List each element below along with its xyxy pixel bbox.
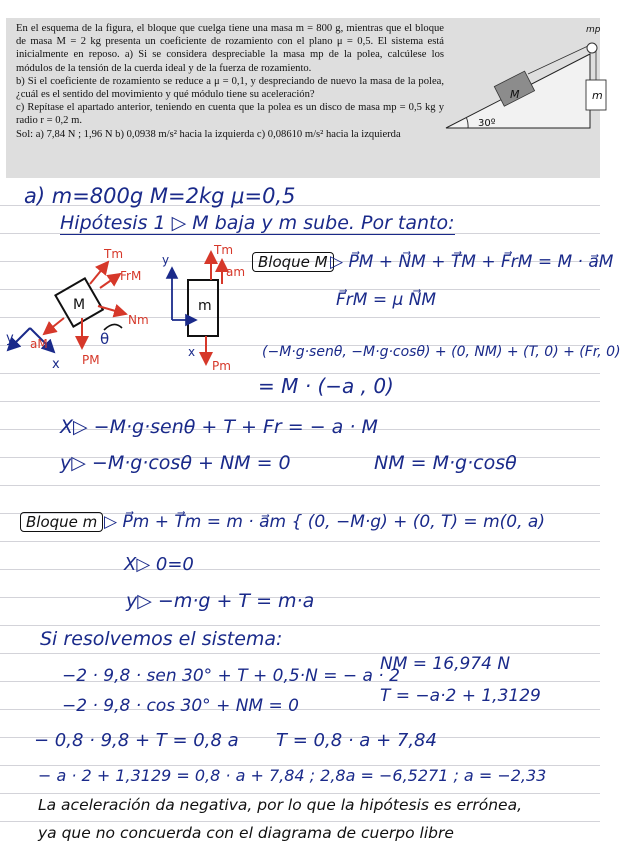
fbd-big-block-label: M <box>73 297 86 313</box>
problem-statement <box>6 18 603 178</box>
problem-text <box>16 22 444 141</box>
problem-paragraph-1: En el esquema de la figura, el bloque que cuelga tiene una masa m = 800 g, mientras que el bloque de masa M = 2 kg presenta un coeficiente de rozamiento con el plano μ = 0,5. El sistema está inicialmente en reposo. a) Si se considera despreciable la masa mp de la polea, calcúlese los módulos de la tensión de la cuerda ideal y de la fuerza de rozamiento. <box>16 23 444 74</box>
system-result-T: T = −a·2 + 1,3129 <box>380 686 541 706</box>
eq-y-M: y▷ −M·g·cosθ + NM = 0 <box>60 452 291 474</box>
eq-newton-M: ▷ P⃗M + N⃗M + T⃗M + F⃗rM = M · a⃗M <box>330 252 614 272</box>
system-result-N: NM = 16,974 N <box>380 654 511 674</box>
tension-m-label: Tm <box>214 243 234 257</box>
free-body-diagrams <box>0 240 250 400</box>
fbd-small-block-label: m <box>198 298 212 314</box>
system-eq-1: −2 · 9,8 · sen 30° + T + 0,5·N = − a · 2 <box>62 666 400 686</box>
eq-x-M: X▷ −M·g·senθ + T + Fr = − a · M <box>60 416 378 438</box>
x-axis-label: x <box>52 357 60 372</box>
pulley <box>587 43 597 53</box>
bloque-m-box: Bloque m <box>20 512 103 532</box>
y2-axis-label: y <box>162 253 170 267</box>
system-eq-3-T: T = 0,8 · a + 7,84 <box>276 730 437 751</box>
problem-paragraph-2: b) Si el coeficiente de rozamiento se reduce a μ = 0,1, y despreciando de nuevo la masa de la polea, ¿cuál es el sentido del movimiento y qué módulo tiene su aceleración? <box>16 75 444 101</box>
tension-M-arrow <box>90 262 108 284</box>
problem-paragraph-3: c) Repítase el apartado anterior, teniendo en cuenta que la polea es un disco de masa mp = 0,5 kg y radio r = 0,2 m. <box>16 102 444 127</box>
angle-label: 30º <box>478 118 496 129</box>
big-block-label: M <box>510 88 520 101</box>
eq-friction-M: F⃗rM = μ N⃗M <box>336 290 437 310</box>
conclusion-line-2: ya que no concuerda con el diagrama de cuerpo libre <box>38 824 454 842</box>
weight-m-label: Pm <box>212 359 231 373</box>
bloque-M-box: Bloque M <box>252 252 334 272</box>
hanging-block-label: m <box>592 89 603 102</box>
y-axis-label: y <box>6 331 14 346</box>
resolve-heading: Si resolvemos el sistema: <box>40 628 283 650</box>
system-eq-3: − 0,8 · 9,8 + T = 0,8 a <box>34 730 239 751</box>
incline-pulley-figure <box>440 18 606 138</box>
conclusion-line-1: La aceleración da negativa, por lo que la hipótesis es errónea, <box>38 796 522 814</box>
accel-M-arrow <box>44 318 64 334</box>
tension-M-label: Tm <box>104 247 124 261</box>
eq-components-M-result: = M · (−a , 0) <box>258 374 394 398</box>
accel-m-label: am <box>226 265 246 279</box>
friction-M-arrow <box>100 274 120 288</box>
weight-M-label: PM <box>82 353 100 367</box>
x2-axis-label: x <box>188 345 196 359</box>
eq-components-M: (−M·g·senθ, −M·g·cosθ) + (0, NM) + (T, 0) + (Fr, 0) <box>262 344 621 360</box>
pulley-label: mp <box>586 25 601 35</box>
eq-newton-m: ▷ P⃗m + T⃗m = m · a⃗m { (0, −M·g) + (0, T) = m(0, a) <box>104 512 545 532</box>
friction-M-label: FrM <box>120 269 142 283</box>
eq-x-m: X▷ 0=0 <box>124 554 194 575</box>
system-eq-2: −2 · 9,8 · cos 30° + NM = 0 <box>62 696 299 716</box>
eq-y-m: y▷ −m·g + T = m·a <box>126 590 315 612</box>
given-values: a) m=800g M=2kg μ=0,5 <box>24 184 296 208</box>
problem-solution: Sol: a) 7,84 N ; 1,96 N b) 0,0938 m/s² hacia la izquierda c) 0,08610 m/s² hacia la izquierda <box>16 128 401 140</box>
system-eq-4: − a · 2 + 1,3129 = 0,8 · a + 7,84 ; 2,8a = −6,5271 ; a = −2,33 <box>38 766 547 785</box>
hypothesis-line: Hipótesis 1 ▷ M baja y m sube. Por tanto: <box>60 212 455 234</box>
normal-M-label: Nm <box>128 313 149 327</box>
eq-normal-M: NM = M·g·cosθ <box>374 452 517 474</box>
notebook-sheet <box>0 178 621 848</box>
accel-M-label: aM <box>30 337 48 351</box>
fbd-theta-label: θ <box>100 330 110 348</box>
